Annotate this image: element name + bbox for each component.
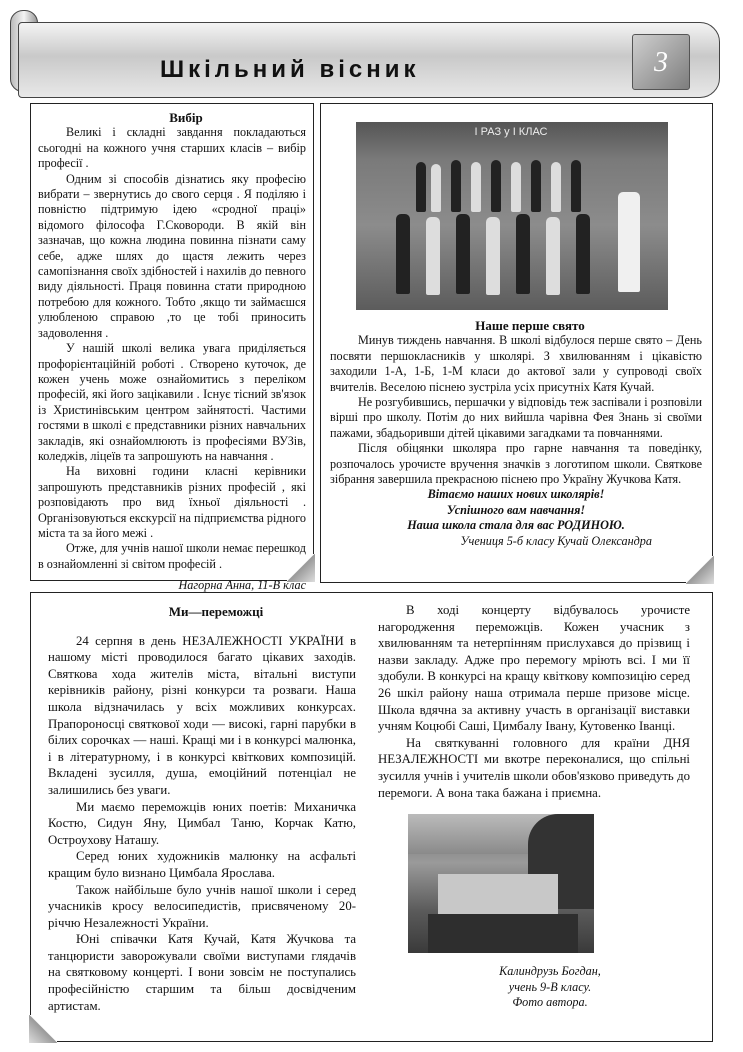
photo-figure	[531, 160, 541, 212]
greeting-line: Вітаємо наших нових школярів!	[427, 487, 605, 502]
first-graders-photo	[356, 122, 668, 310]
photo-figure	[471, 162, 481, 212]
page-number: 3	[654, 47, 668, 78]
article-title: Наше перше свято	[475, 318, 585, 333]
page-number-badge	[632, 34, 690, 90]
paragraph: Минув тиждень навчання. В школі відбулося перше свято – День посвяти першокласників у школярі. З хвилюванням і цікавістю заходили 1-А, 1-Б, 1-М класи до актової зали у супроводі своїх вчителів. Веселою піснею зустріла усіх присутніх Катя Кучай.	[330, 333, 702, 394]
photo-stage-banner: І РАЗ у І КЛАС	[474, 126, 548, 138]
newspaper-title: Шкільний вісник	[160, 56, 420, 83]
photo-figure	[551, 162, 561, 212]
caption-line: учень 9-В класу.	[508, 979, 592, 994]
article-peremozhtsi-col2	[378, 602, 690, 801]
photo-figure	[416, 162, 426, 212]
page-fold-corner	[686, 556, 714, 584]
paragraph: Одним зі способів дізнатись яку професію вибрати – звернутись до свого серця . Я поділяю і повністю підтримую ідею «сродної праці» відомого філософа Г.Сковороди. В якій він зазначав, що кожна людина повинна пізнати саму себе, адже шлях до щастя лежить через самопізнання своїх здібностей і нахилів до певного виду діяльності. Праця повинна стати природною потребою для кожного. Тобто ,якщо ти займаєшся улюбленою справою ,то це тобі приносить задоволення .	[38, 171, 306, 340]
article-author: Нагорна Анна, 11-В клас	[178, 578, 306, 593]
photo-caption	[470, 964, 630, 1011]
paragraph: Ми маємо переможців юних поетів: Миханичка Костю, Сидун Яну, Цимбал Таню, Корчак Катю, Остроухову Наташу.	[48, 799, 356, 847]
flower-exhibition-photo	[408, 814, 594, 953]
paragraph: Юні співачки Катя Кучай, Катя Жучкова та танцюристи заворожували своїми виступами глядачів на святковому концерті. І вони зовсім не поступались професійністю старшим та більш досвідченим артистам.	[48, 932, 356, 1013]
page-fold-corner	[29, 1015, 57, 1043]
photo-figure	[576, 214, 590, 294]
photo-figure	[491, 160, 501, 212]
photo-podium	[618, 192, 640, 292]
photo-figure	[426, 217, 440, 295]
paragraph: У нашій школі велика увага приділяється профорієнтаційній роботі . Створено куточок, де кожен учень може ознайомитись з переліком професій, які його зацікавили . Існує тісний зв'язок із Христинівським центром зайнятості. Частими гостями в школі є представники різних навчальних закладів, які ознайомлюють із професіями ВУЗів, коледжів, ліцеїв та запрошують на навчання .	[38, 341, 306, 463]
photo-figure	[546, 217, 560, 295]
paragraph: В ході концерту відбувалось урочисте нагородження переможців. Кожен учасник з хвилюванням та нетерпінням прислухався до прізвищ і назви закладу. Адже про перемогу мріють всі. І ми її здобули. В конкурсі на кращу квіткову композицію серед 26 шкіл району наша отримала перше призове місце. Школа вдячна за активну участь в організації виставки учням Коцюбі Саші, Цимбалу Івану, Кутовенко Іванці.	[378, 603, 690, 734]
paragraph: На виховні години класні керівники запрошують представників різних професій , які розповідають про вид їхньої діяльності . Організовуються екскурсії на підприємства рідного міста та за його межі .	[38, 464, 307, 540]
photo-figure	[451, 160, 461, 212]
photo-figure	[516, 214, 530, 294]
paragraph: Отже, для учнів нашої школи немає перешкод в ознайомленні зі світом професій .	[38, 541, 306, 571]
greeting-line: Успішного вам навчання!	[446, 502, 586, 517]
caption-line: Калиндрузь Богдан,	[499, 964, 601, 978]
photo-figure	[511, 162, 521, 212]
paragraph: Також найбільше було учнів нашої школи і серед учасників кросу велосипедистів, присвяченому 20-річчю Незалежності України.	[48, 882, 356, 930]
paragraph: 24 серпня в день НЕЗАЛЕЖНОСТІ УКРАЇНИ в нашому місті проводилося багато цікавих заходів. Святкова хода жителів міста, вітальні виступи керівників району, різні конкурси та розваги. Наша школа відзначилась у всіх можливих конкурсах. Прапороносці святкової ходи — високі, гарні парубки в білих сорочках — наші. Кращі ми і в конкурсі малюнка, і в літературному, і в конкурсі квіткових композицій. Вкладені зусилля, душа, емоційний потенціал не залишились без уваги.	[48, 633, 356, 797]
article-vybir	[38, 110, 306, 594]
paragraph: Серед юних художників малюнку на асфальті кращим було визнано Цимбала Ярослава.	[48, 849, 356, 880]
caption-line: Фото автора.	[512, 995, 588, 1009]
photo-figure	[456, 214, 470, 294]
photo-figure	[486, 217, 500, 295]
article-author: Учениця 5-б класу Кучай Олександра	[460, 533, 652, 548]
photo-figure	[396, 214, 410, 294]
article-title: Ми—переможці	[168, 604, 264, 619]
paragraph: Великі і складні завдання покладаються сьогодні на кожного учня старших класів – вибір професії .	[38, 125, 306, 171]
article-peremozhtsi-col1	[48, 604, 356, 1014]
greeting-line: Наша школа стала для вас РОДИНОЮ.	[407, 518, 625, 533]
article-svyato	[330, 318, 702, 549]
paragraph: На святкуванні головного для країни ДНЯ НЕЗАЛЕЖНОСТІ ми вкотре переконалися, що спільні зусилля учнів і учителів школи обов'язково приведуть до перемоги. А вона така бажана і приємна.	[378, 735, 690, 800]
photo-figure	[431, 164, 441, 212]
paragraph: Не розгубившись, першачки у відповідь теж заспівали і розповіли вірші про школу. Потім до них вийшла чарівна Фея Знань зі своїми пажами, збадьоривши дітей цікавими загадками та повчаннями.	[330, 395, 702, 440]
photo-figure	[571, 160, 581, 212]
paragraph: Після обіцянки школяра про гарне навчання та поведінку, розпочалось урочисте вручення значків з логотипом школи. Святкове зібрання завершила прекрасною піснею про Україну Жучкова Катя.	[330, 441, 702, 487]
article-title: Вибір	[169, 110, 203, 125]
photo-foreground	[428, 914, 578, 953]
